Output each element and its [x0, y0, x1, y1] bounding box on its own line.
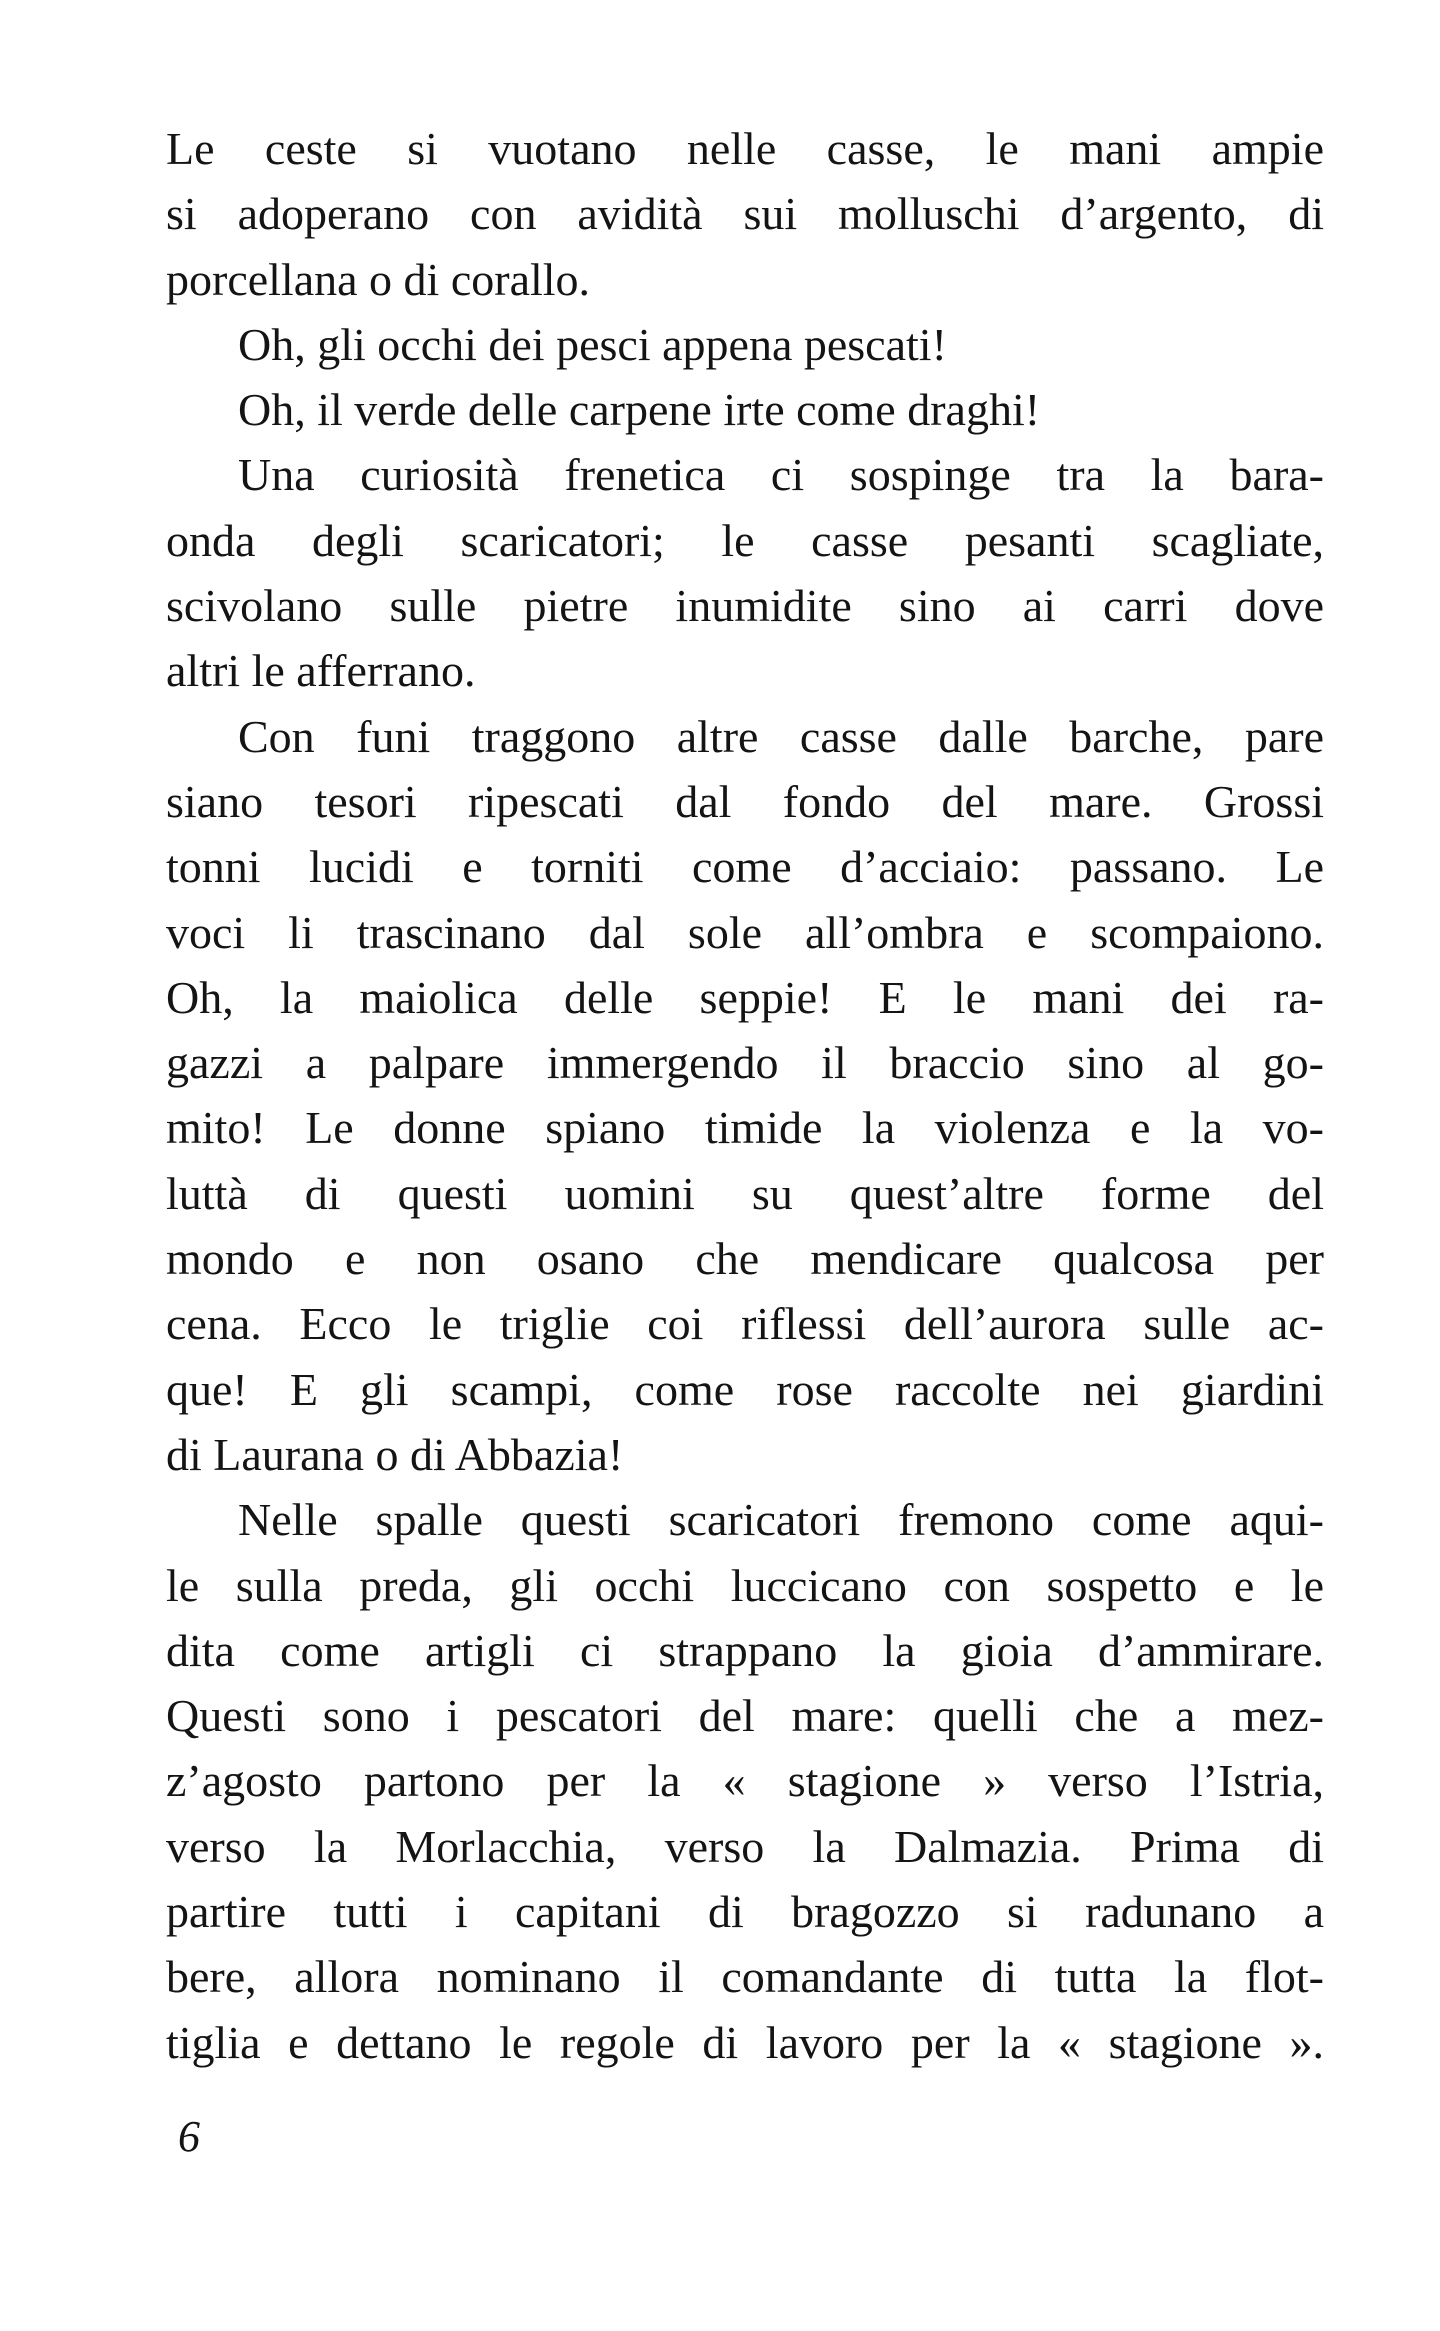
text-line: di Laurana o di Abbazia! [166, 1428, 624, 1480]
text-line: siano tesori ripescati dal fondo del mare. Grossi [166, 775, 1324, 827]
text-line: Una curiosità frenetica ci sospinge tra la bara- [238, 449, 1324, 501]
text-line: Le ceste si vuotano nelle casse, le mani ampie [166, 123, 1324, 174]
text-line: Oh, la maiolica delle seppie! E le mani dei ra- [166, 971, 1324, 1023]
text-line: tonni lucidi e torniti come d’acciaio: passano. Le [166, 841, 1324, 893]
text-line: cena. Ecco le triglie coi riflessi dell’aurora sulle ac- [166, 1298, 1324, 1350]
text-line: voci li trascinano dal sole all’ombra e scompaiono. [166, 906, 1324, 958]
text-line: onda degli scaricatori; le casse pesanti scagliate, [166, 514, 1324, 566]
text-line: altri le afferrano. [166, 645, 476, 697]
page-number: 6 [178, 2112, 200, 2161]
text-line: z’agosto partono per la « stagione » verso l’Istria, [166, 1755, 1324, 1807]
text-line: si adoperano con avidità sui molluschi d’argento, di [166, 188, 1324, 240]
text-line: luttà di questi uomini su quest’altre forme del [166, 1167, 1324, 1219]
text-line: Nelle spalle questi scaricatori fremono come aqui- [238, 1494, 1324, 1546]
text-line: scivolano sulle pietre inumidite sino ai carri dove [166, 580, 1324, 632]
text-line: partire tutti i capitani di bragozzo si radunano a [166, 1886, 1324, 1938]
text-line: que! E gli scampi, come rose raccolte nei giardini [166, 1363, 1324, 1415]
text-line: dita come artigli ci strappano la gioia d’ammirare. [166, 1624, 1324, 1676]
text-line: Oh, il verde delle carpene irte come draghi! [238, 384, 1041, 436]
text-line: bere, allora nominano il comandante di tutta la flot- [166, 1951, 1324, 2003]
text-line: mito! Le donne spiano timide la violenza e la vo- [166, 1102, 1324, 1154]
text-line: tiglia e dettano le regole di lavoro per la « stagione ». [166, 2016, 1324, 2068]
text-line: gazzi a palpare immergendo il braccio sino al go- [166, 1037, 1324, 1089]
text-line: Oh, gli occhi dei pesci appena pescati! [238, 318, 947, 370]
text-line: porcellana o di corallo. [166, 253, 591, 305]
text-line: le sulla preda, gli occhi luccicano con sospetto e le [166, 1559, 1324, 1611]
text-line: verso la Morlacchia, verso la Dalmazia. Prima di [166, 1820, 1324, 1872]
text-line: mondo e non osano che mendicare qualcosa per [166, 1233, 1324, 1285]
text-line: Con funi traggono altre casse dalle barche, pare [238, 710, 1324, 762]
page-body-text [166, 116, 1324, 2075]
text-line: Questi sono i pescatori del mare: quelli che a mez- [166, 1690, 1324, 1742]
